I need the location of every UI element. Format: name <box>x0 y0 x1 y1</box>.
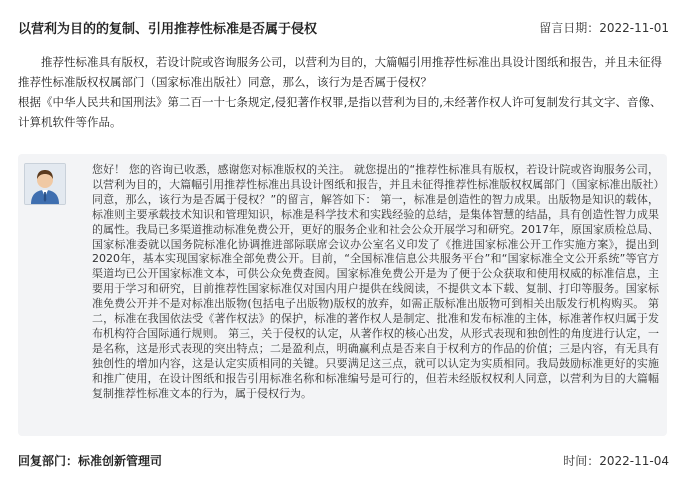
question-paragraph: 推荐性标准具有版权，若设计院或咨询服务公司，以营利为目的，大篇幅引用推荐性标准出具设计图纸和报告，并且未征得推荐性标准版权权属部门（国家标准出版社）同意，那么，该行为是否属于侵权？ <box>18 55 662 89</box>
reply-time: 时间：2022-11-04 <box>563 454 669 468</box>
message-header <box>18 18 669 38</box>
message-title: 以营利为目的的复制、引用推荐性标准是否属于侵权 <box>18 22 318 37</box>
reply-department: 回复部门：标准创新管理司 <box>18 454 163 468</box>
user-avatar-icon <box>24 163 66 205</box>
reply-text: 您好！ 您的咨询已收悉，感谢您对标准版权的关注。 就您提出的“推荐性标准具有版权，若设计院或咨询服务公司，以营利为目的，大篇幅引用推荐性标准出具设计图纸和报告，并且未征得推荐性标准版权权属部门（国家标准出版社）同意，那么，该行为是否属于侵权？”的留言，解答如下： 第一，标准是创造性的智力成果。出版物是知识的载体，标准则主要承载技术知识和管理知识，标准是科学技术和实践经验的总结，是集体智慧的结晶，具有创造性智力成果的属性。我局已多渠道推动标准免费公开，更好的服务企业和社会公众开展学习和研究。2017年，原国家质检总局、国家标准委就以国务院标准化协调推进部际联席会议办公室名义印发了《推进国家标准公开工作实施方案》，提出到2020年，基本实现国家标准全部免费公开。目前，“全国标准信息公共服务平台”和“国家标准全文公开系统”等官方渠道均已公开国家标准文本，可供公众免费查阅。国家标准免费公开是为了便于公众获取和使用权威的标准信息，主要用于学习和研究，目前推荐性国家标准仅对国内用户提供在线阅读，不提供文本下载、复制、打印等服务。国家标准免费公开并不是对标准出版物(包括电子出版物)版权的放弃，如需正版标准出版物可到相关出版发行机构购买。 第二，标准在我国依法受《著作权法》的保护，标准的著作权人是制定、批准和发布标准的主体，标准著作权归属于发布机构符合国际通行规则。 第三，关于侵权的认定，从著作权的核心出发，从形式表现和独创性的角度进行认定，一是名称，这是形式表现的突出特点；二是盈利点，明确赢利点是否来自于权利方的作品的价值；三是内容，有无具有独创性的增加内容，这是认定实质相同的关键。只要满足这三点，就可以认定为实质相同。我局鼓励标准更好的实施和推广使用，在设计图纸和报告引用标准名称和标准编号是可行的，但若未经版权权利人同意，以营利为目的大篇幅复制推荐性标准文本的行为，属于侵权行为。 <box>92 163 659 400</box>
reply-box <box>18 154 667 436</box>
avatar-person-icon <box>25 164 65 204</box>
question-paragraph-law: 根据《中华人民共和国刑法》第二百一十七条规定,侵犯著作权罪,是指以营利为目的,未经著作权人许可复制发行其文字、音像、计算机软件等作品。 <box>18 95 662 129</box>
message-date: 留言日期：2022-11-01 <box>539 21 669 35</box>
reply-footer <box>18 452 669 472</box>
question-body <box>18 52 665 132</box>
